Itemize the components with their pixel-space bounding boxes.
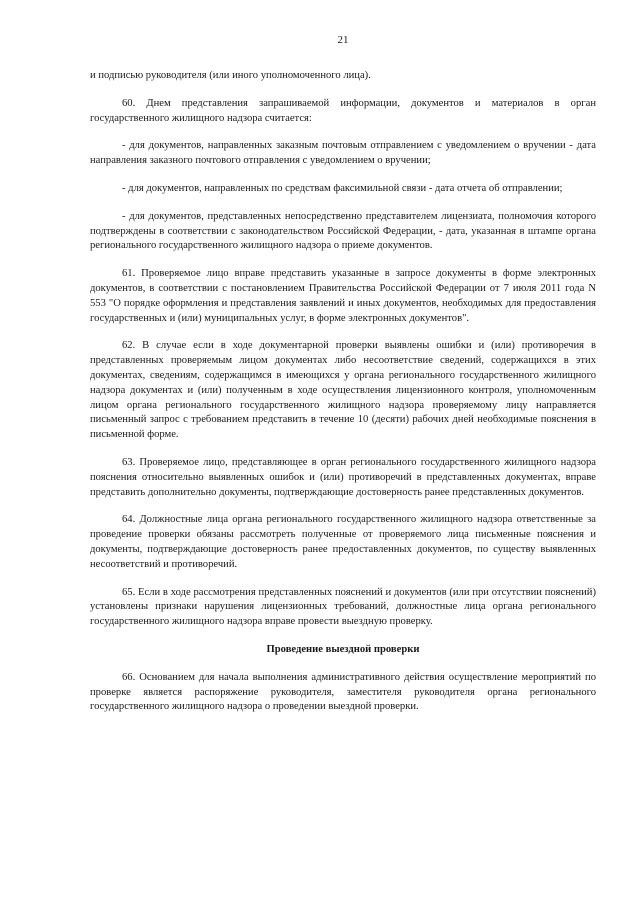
paragraph-64: 64. Должностные лица органа регионального государственного жилищного надзора ответственные за проведение проверки обязаны рассмотреть полученные от проверяемого лица письменные пояснения и документы, подтверждающие достоверность ранее предоставленных документов, по существу выявленных несоответствий и противоречий. [90,514,596,570]
paragraph-63: 63. Проверяемое лицо, представляющее в орган регионального государственного жилищного надзора пояснения относительно выявленных ошибок и (или) противоречий в представленных документах, вправе представить дополнительно документы, подтверждающие достоверность ранее представленных документов. [90,456,596,498]
paragraph-continuation: и подписью руководителя (или иного уполномоченного лица). [90,70,371,81]
paragraph-60-item-2: - для документов, направленных по средствам факсимильной связи - дата отчета об отправлении; [122,182,563,194]
paragraph-65: 65. Если в ходе рассмотрения представленных пояснений и документов (или при отсутствии пояснений) установлены признаки нарушения лицензионных требований, должностные лица органа регионального государственного жилищного надзора вправе провести выездную проверку. [90,586,596,628]
paragraph-60-item-1: - для документов, направленных заказным почтовым отправлением с уведомлением о вручении - дата направления заказного почтового отправления с уведомлением о вручении; [90,140,596,167]
paragraph-62: 62. В случае если в ходе документарной проверки выявлены ошибки и (или) противоречия в представленных проверяемым лицом документах либо несоответствие сведений, содержащихся в этих документах, сведениям, содержащимся в имеющихся у органа регионального государственного жилищного надзора документах и (или) полученным в ходе осуществления лицензионного контроля, уполномоченным лицом органа регионального государственного жилищного надзора проверяемому лицу направляется письменный запрос с требованием представить в течение 10 (десяти) рабочих дней необходимые пояснения в письменной форме. [90,340,596,441]
paragraph-60-item-3: - для документов, представленных непосредственно представителем лицензиата, полномочия которого подтверждены в соответствии с законодательством Российской Федерации, - дата, указанная в штампе органа регионального государственного жилищного надзора о приеме документов. [90,210,596,252]
paragraph-60: 60. Днем представления запрашиваемой информации, документов и материалов в орган государственного жилищного надзора считается: [90,97,596,124]
page-number: 21 [337,34,349,46]
paragraph-66: 66. Основанием для начала выполнения административного действия осуществление мероприятий по проверке является распоряжение руководителя, заместителя руководителя органа регионального государственного жилищного надзора о проведении выездной проверки. [90,671,596,713]
paragraph-61: 61. Проверяемое лицо вправе представить указанные в запросе документы в форме электронных документов, в соответствии с постановлением Правительства Российской Федерации от 7 июля 2011 года N 553 "О порядке оформления и представления заявлений и иных документов, необходимых для предоставления государственных и (или) муниципальных услуг, в форме электронных документов". [90,268,596,324]
section-heading: Проведение выездной проверки [266,643,420,655]
